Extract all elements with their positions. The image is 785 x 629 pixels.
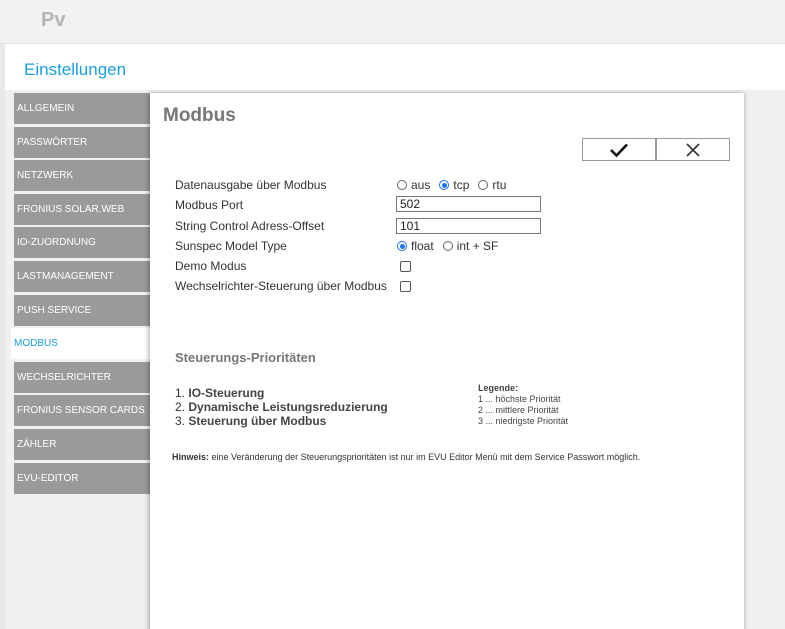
app-title: Pv xyxy=(41,9,66,31)
nav-item-io-zuordnung[interactable]: IO-ZUORDNUNG xyxy=(14,227,150,258)
modbus-port-input[interactable]: 502 xyxy=(396,196,541,212)
settings-nav xyxy=(14,93,150,496)
radio-int-sf[interactable] xyxy=(443,241,453,251)
close-icon xyxy=(685,142,701,158)
radio-aus[interactable] xyxy=(397,180,407,190)
nav-item-evu-editor[interactable]: EVU-EDITOR xyxy=(14,463,150,494)
wr-steuerung-checkbox-wrap xyxy=(400,278,411,294)
hint-label: Hinweis: xyxy=(172,452,210,462)
top-bar xyxy=(0,0,785,44)
sunspec-label: Sunspec Model Type xyxy=(175,239,287,253)
hint-text xyxy=(172,452,640,462)
legend-item: 1 ... höchste Priorität xyxy=(478,394,561,404)
nav-item-passwoerter[interactable]: PASSWÖRTER xyxy=(14,127,150,158)
confirm-button[interactable] xyxy=(582,138,656,161)
priority-item xyxy=(175,386,388,400)
modbus-port-label: Modbus Port xyxy=(175,198,244,212)
nav-item-zaehler[interactable]: ZÄHLER xyxy=(14,429,150,460)
demo-modus-label: Demo Modus xyxy=(175,259,247,273)
radio-tcp[interactable] xyxy=(439,180,449,190)
modbus-panel xyxy=(150,93,744,629)
priorities-list xyxy=(175,386,388,428)
nav-item-netzwerk[interactable]: NETZWERK xyxy=(14,160,150,191)
cancel-button[interactable] xyxy=(656,138,730,161)
priority-label: Steuerung über Modbus xyxy=(188,414,327,428)
legend-item: 3 ... niedrigste Priorität xyxy=(478,416,569,426)
priority-num: 3. xyxy=(175,414,186,428)
legend-item: 2 ... mittlere Priorität xyxy=(478,405,559,415)
priority-label: Dynamische Leistungsreduzierung xyxy=(188,400,388,414)
radio-tcp-label: tcp xyxy=(453,178,470,192)
nav-item-fronius-sensor-cards[interactable]: FRONIUS SENSOR CARDS xyxy=(14,395,150,426)
nav-item-push-service[interactable]: PUSH SERVICE xyxy=(14,295,150,326)
priority-item xyxy=(175,414,388,428)
priority-legend xyxy=(478,383,568,427)
priority-label: IO-Steuerung xyxy=(188,386,265,400)
priority-num: 1. xyxy=(175,386,186,400)
hint-body: eine Veränderung der Steuerungsprioritäten ist nur im EVU Editor Menü mit dem Service Passwort möglich. xyxy=(209,452,641,462)
nav-item-wechselrichter[interactable]: WECHSELRICHTER xyxy=(14,362,150,393)
wr-steuerung-checkbox[interactable] xyxy=(400,281,411,292)
demo-modus-checkbox[interactable] xyxy=(400,261,411,272)
nav-item-fronius-solarweb[interactable]: FRONIUS SOLAR.WEB xyxy=(14,194,150,225)
priorities-title: Steuerungs-Prioritäten xyxy=(175,350,316,365)
string-offset-label: String Control Adress-Offset xyxy=(175,219,325,233)
priority-num: 2. xyxy=(175,400,186,414)
wr-steuerung-label: Wechselrichter-Steuerung über Modbus xyxy=(175,279,387,293)
radio-float-label: float xyxy=(411,239,434,253)
nav-item-lastmanagement[interactable]: LASTMANAGEMENT xyxy=(14,261,150,292)
radio-rtu-label: rtu xyxy=(492,178,507,192)
nav-item-modbus[interactable]: MODBUS xyxy=(11,328,154,359)
datenausgabe-radio-group xyxy=(397,177,515,193)
radio-rtu[interactable] xyxy=(478,180,488,190)
sunspec-radio-group xyxy=(397,238,507,254)
demo-modus-checkbox-wrap xyxy=(400,258,411,274)
page-title: Einstellungen xyxy=(24,60,127,79)
nav-item-allgemein[interactable]: ALLGEMEIN xyxy=(14,93,150,124)
radio-int-sf-label: int + SF xyxy=(456,239,499,253)
checkmark-icon xyxy=(609,142,629,158)
radio-aus-label: aus xyxy=(411,178,431,192)
priority-item xyxy=(175,400,388,414)
legend-title: Legende: xyxy=(478,383,519,393)
datenausgabe-label: Datenausgabe über Modbus xyxy=(175,178,327,192)
panel-title: Modbus xyxy=(163,105,236,126)
radio-float[interactable] xyxy=(397,241,407,251)
string-offset-input[interactable]: 101 xyxy=(396,218,541,234)
